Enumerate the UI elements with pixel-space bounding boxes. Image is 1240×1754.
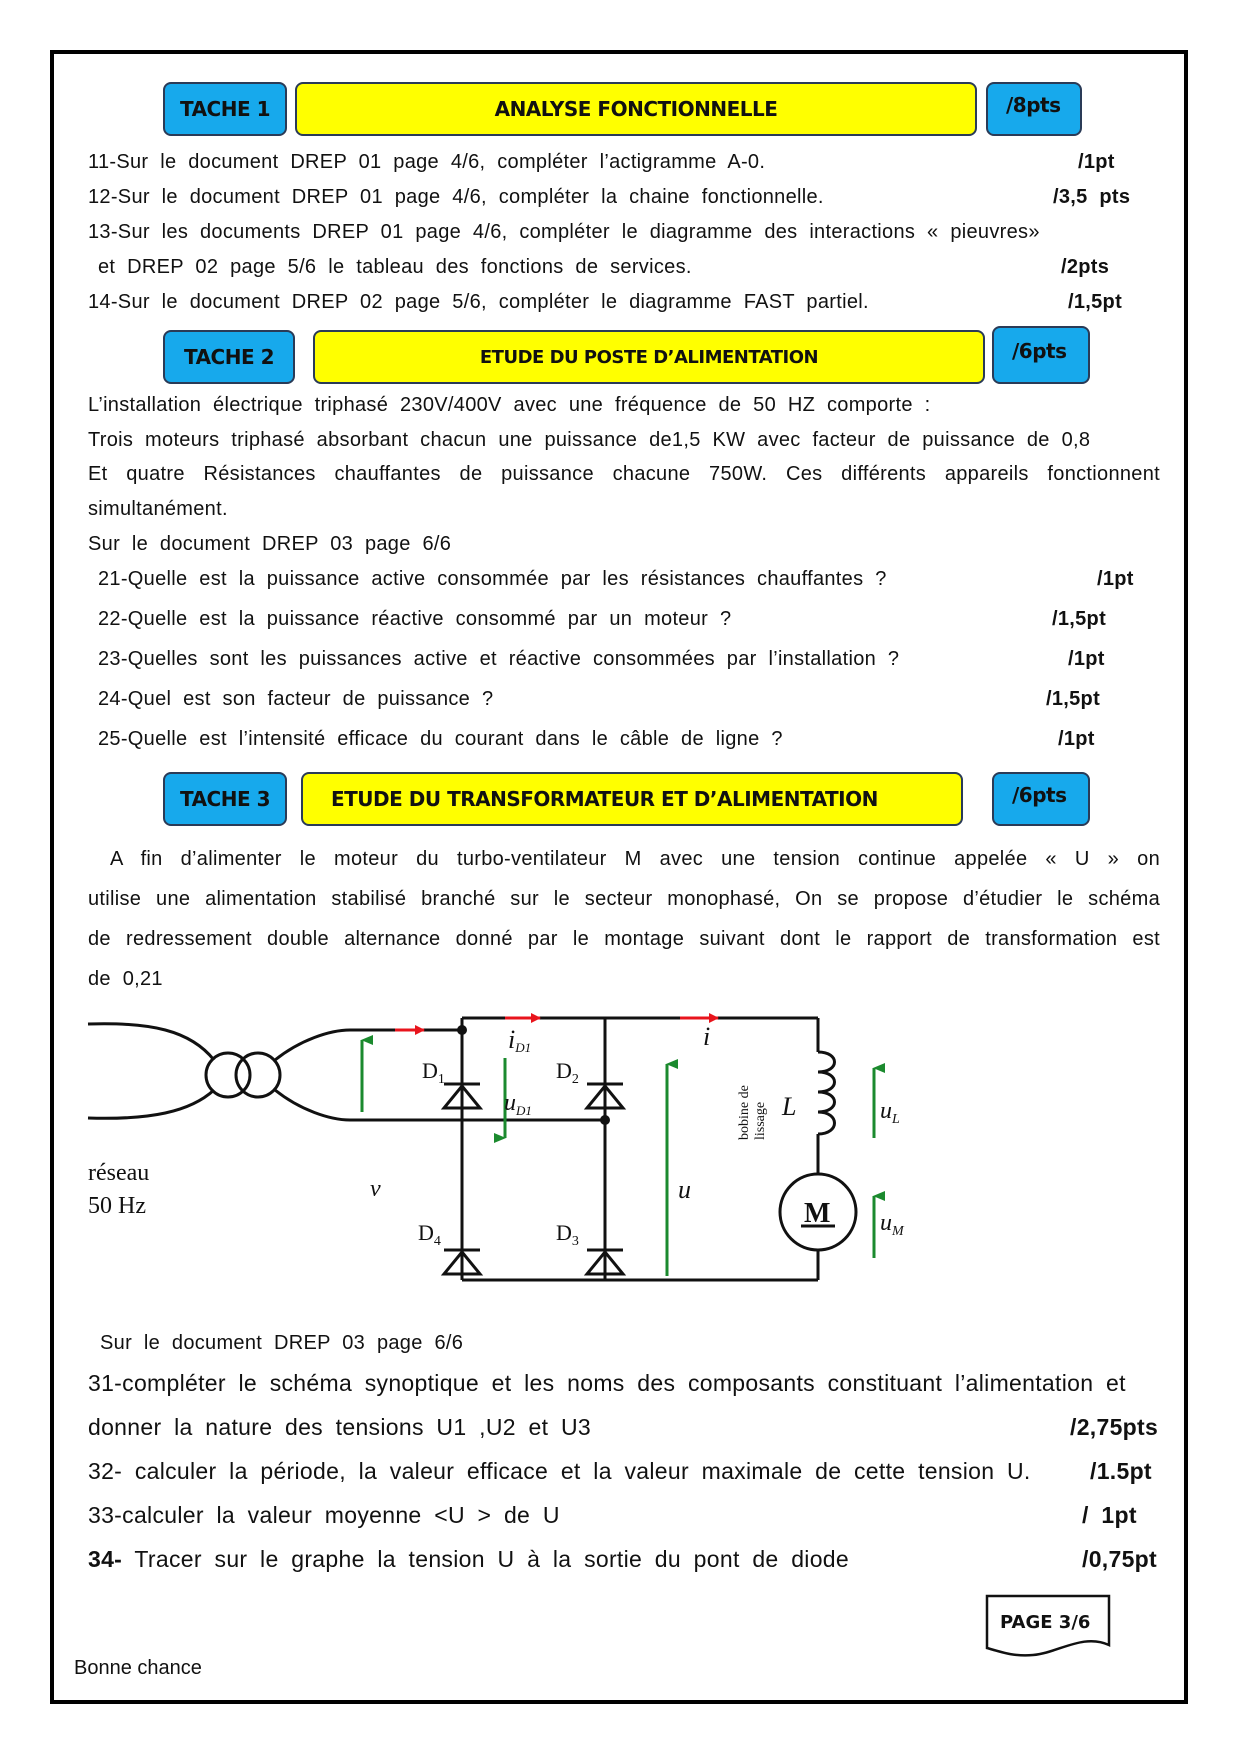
label-ul: $u_L$ [880, 1098, 900, 1127]
t2-q22-points: /1,5pt [1052, 608, 1107, 630]
t2-q23-points: /1pt [1068, 648, 1105, 670]
t1-q13-line1: 13-Sur les documents DREP 01 page 4/6, compléter le diagramme des interactions « pieuvres» [88, 221, 1040, 243]
t3-q31-points: /2,75pts [1070, 1414, 1159, 1440]
t1-q12-points: /3,5 pts [1053, 186, 1131, 208]
circuit-wires [88, 1018, 818, 1280]
t3-q32: 32- calculer la période, la valeur efficace et la valeur maximale de cette tension U. [88, 1458, 1031, 1484]
junction-dot [600, 1115, 610, 1125]
t3-intro-line1: A fin d’alimenter le moteur du turbo-ventilateur M avec une tension continue appelée « U » on [110, 848, 1160, 870]
t1-q13-line2: et DREP 02 page 5/6 le tableau des fonctions de services. [98, 256, 692, 278]
label-d4: $D_4$ [418, 1220, 441, 1249]
t3-q34-points: /0,75pt [1082, 1546, 1157, 1572]
t2-q24: 24-Quel est son facteur de puissance ? [98, 688, 494, 710]
tache3-label: TACHE 3 [163, 772, 287, 826]
t3-intro-line2: utilise une alimentation stabilisé branché sur le secteur monophasé, On se propose d’étudier le schéma [88, 888, 1160, 910]
tache3-points: /6pts [992, 772, 1090, 826]
bonne-chance: Bonne chance [74, 1657, 202, 1679]
t3-q32-points: /1.5pt [1090, 1458, 1152, 1484]
label-ud1: $u_{D1}$ [504, 1090, 532, 1118]
label-id1: iD1 [508, 1025, 532, 1055]
page-number: PAGE 3/6 [1000, 1612, 1091, 1633]
label-v: v [370, 1176, 381, 1202]
label-um: $u_M$ [880, 1210, 904, 1239]
tache1-points: /8pts [986, 82, 1082, 136]
label-l: L [782, 1092, 797, 1121]
t2-q24-points: /1,5pt [1046, 688, 1101, 710]
label-motor-m: M [804, 1198, 831, 1229]
tache2-title: ETUDE DU POSTE D’ALIMENTATION [313, 330, 985, 384]
t3-intro-line3: de redressement double alternance donné par le montage suivant dont le rapport de transformation est [88, 928, 1160, 950]
t1-q12: 12-Sur le document DREP 01 page 4/6, compléter la chaine fonctionnelle. [88, 186, 824, 208]
t1-q13-points: /2pts [1061, 256, 1110, 278]
t3-q34: 34- Tracer sur le graphe la tension U à la sortie du pont de diode [88, 1546, 849, 1572]
smoothing-inductor [818, 1052, 835, 1134]
t2-intro-line3: Et quatre Résistances chauffantes de puissance chacune 750W. Ces différents appareils fonctionnent [88, 463, 1160, 485]
t3-q31-line2: donner la nature des tensions U1 ,U2 et U3 [88, 1414, 591, 1440]
label-u: u [678, 1175, 691, 1204]
label-d3: $D_3$ [556, 1220, 579, 1249]
label-d1: $D_1$ [422, 1058, 445, 1087]
t3-q31-line1: 31-compléter le schéma synoptique et les noms des composants constituant l’alimentation et [88, 1370, 1126, 1396]
tache1-title: ANALYSE FONCTIONNELLE [295, 82, 977, 136]
tache3-title: ETUDE DU TRANSFORMATEUR ET D’ALIMENTATION [301, 772, 963, 826]
t2-q22: 22-Quelle est la puissance réactive consommé par un moteur ? [98, 608, 732, 630]
t2-intro-line1: L’installation électrique triphasé 230V/400V avec une fréquence de 50 HZ comporte : [88, 394, 931, 416]
t2-intro-line4: simultanément. [88, 498, 228, 520]
t1-q14-points: /1,5pt [1068, 291, 1123, 313]
t3-intro-line4: de 0,21 [88, 968, 163, 990]
t3-q33-points: / 1pt [1082, 1502, 1137, 1528]
tache1-label: TACHE 1 [163, 82, 287, 136]
label-50hz: 50 Hz [88, 1193, 146, 1219]
t2-q25: 25-Quelle est l’intensité efficace du courant dans le câble de ligne ? [98, 728, 783, 750]
label-d2: $D_2$ [556, 1058, 579, 1087]
t1-q11-points: /1pt [1078, 151, 1115, 173]
tache2-label: TACHE 2 [163, 330, 295, 384]
label-bobine: bobine delissage [737, 1085, 768, 1140]
label-i: i [703, 1022, 711, 1051]
t2-intro-line5: Sur le document DREP 03 page 6/6 [88, 533, 452, 555]
junction-dot [457, 1025, 467, 1035]
tache2-points: /6pts [992, 326, 1090, 384]
label-reseau: réseau [88, 1160, 150, 1186]
t3-q33: 33-calculer la valeur moyenne <U > de U [88, 1502, 560, 1528]
t2-intro-line2: Trois moteurs triphasé absorbant chacun une puissance de1,5 KW avec facteur de puissance de 0,8 [88, 429, 1091, 451]
t2-q21: 21-Quelle est la puissance active consommée par les résistances chauffantes ? [98, 568, 887, 590]
t1-q11: 11-Sur le document DREP 01 page 4/6, compléter l’actigramme A-0. [88, 151, 766, 173]
t3-doc-ref: Sur le document DREP 03 page 6/6 [100, 1332, 464, 1354]
t1-q14: 14-Sur le document DREP 02 page 5/6, compléter le diagramme FAST partiel. [88, 291, 869, 313]
t2-q21-points: /1pt [1097, 568, 1134, 590]
t2-q25-points: /1pt [1058, 728, 1095, 750]
t2-q23: 23-Quelles sont les puissances active et réactive consommées par l’installation ? [98, 648, 900, 670]
